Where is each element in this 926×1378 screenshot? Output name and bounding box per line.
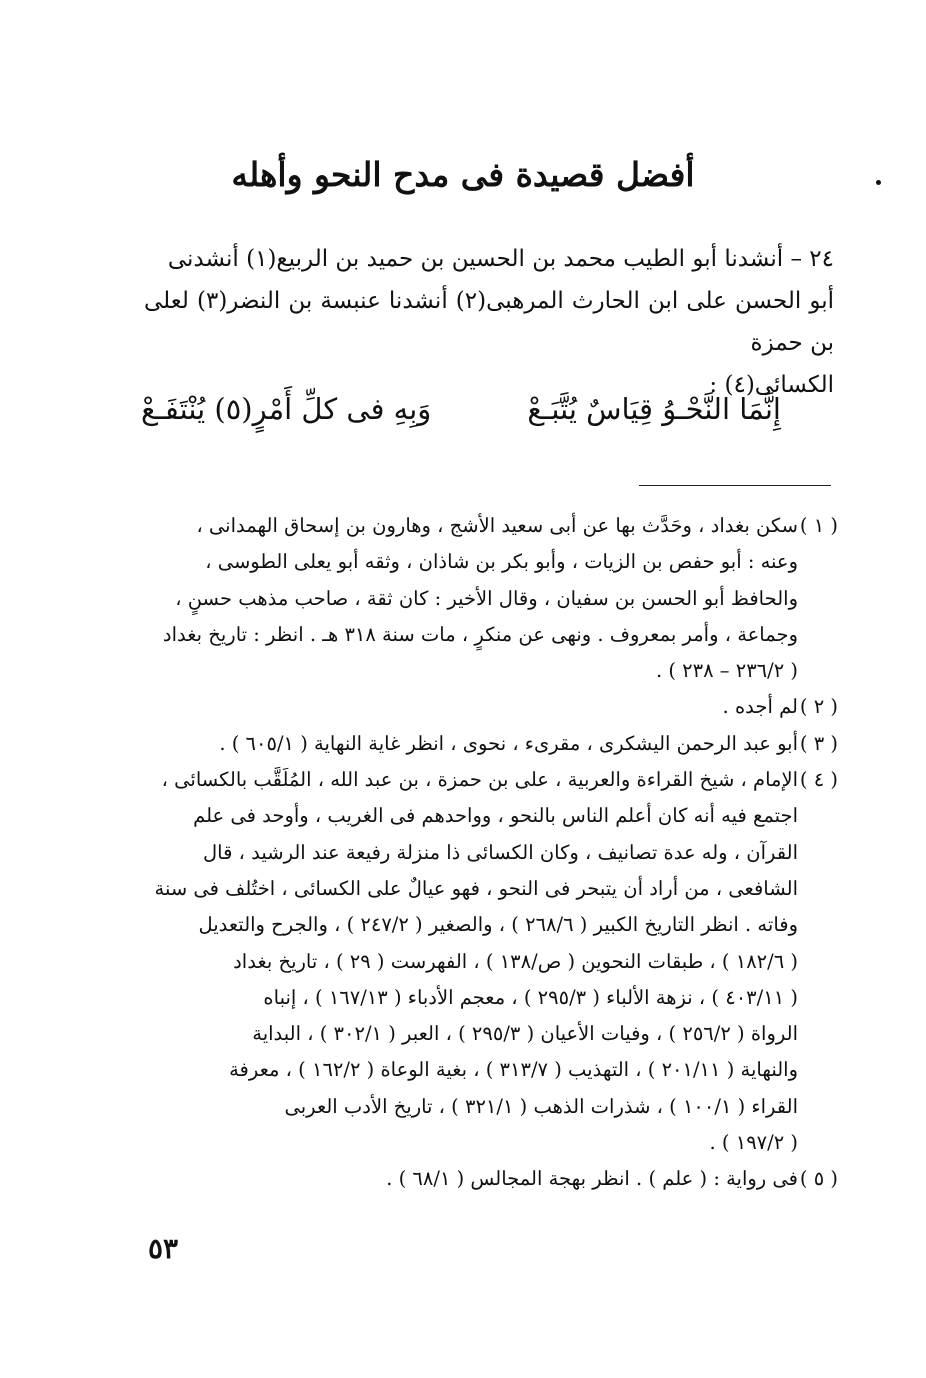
verse-second-hemistich: وَبِهِ فى كلِّ أَمْرٍ(٥) يُنْتَفَـعْ <box>141 392 432 426</box>
footnote-line: أبو عبد الرحمن اليشكرى ، مقرىء ، نحوى ، انظر غاية النهاية ( ٦٠٥/١ ) . <box>219 731 798 755</box>
footnote-line: القراء ( ١٠٠/١ ) ، شذرات الذهب ( ٣٢١/١ ) ، تاريخ الأدب العربى <box>284 1094 798 1118</box>
footnote-line: لم أجده . <box>722 695 798 719</box>
footnote-line: وفاته . انظر التاريخ الكبير ( ٢٦٨/٦ ) ، والصغير ( ٢٤٧/٢ ) ، والجرح والتعديل <box>198 913 798 937</box>
footnote-line: ( ١٨٢/٦ ) ، طبقات النحوين ( ص/١٣٨ ) ، الفهرست ( ٢٩ ) ، تاريخ بغداد <box>233 949 798 973</box>
poem-verse <box>141 392 781 426</box>
footnote-line: الرواة ( ٢٥٦/٢ ) ، وفيات الأعيان ( ٢٩٥/٣ ) ، العبر ( ٣٠٢/١ ) ، البداية <box>252 1022 798 1046</box>
footnote-mark: ( ١ ) <box>799 514 838 537</box>
verse-first-hemistich: إِنَّمَا النَّحْـوُ قِيَاسٌ يُتَّبَـعْ <box>527 392 781 426</box>
footnote-line: وجماعة ، وأمر بمعروف . ونهى عن منكرٍ ، مات سنة ٣١٨ هـ . انظر : تاريخ بغداد <box>162 622 798 646</box>
footnote-4 <box>138 762 838 1161</box>
footnote-mark: ( ٥ ) <box>799 1167 838 1191</box>
intro-line: ٢٤ – أنشدنا أبو الطيب محمد بن الحسين بن حميد بن الربيع(١) أنشدنى <box>167 246 834 272</box>
footnote-mark: ( ٢ ) <box>799 695 838 719</box>
footnote-5 <box>138 1161 838 1197</box>
footnote-line: وعنه : أبو حفص بن الزيات ، وأبو بكر بن شاذان ، وثقه أبو يعلى الطوسى ، <box>205 550 798 574</box>
footnote-line: ( ٤٠٣/١١ ) ، نزهة الألباء ( ٢٩٥/٣ ) ، معجم الأدباء ( ١٦٧/١٣ ) ، إنباه <box>263 985 798 1009</box>
footnote-2 <box>138 689 838 725</box>
footnote-line: الإمام ، شيخ القراءة والعربية ، على بن حمزة ، بن عبد الله ، المُلَقَّب بالكسائى ، <box>161 768 798 792</box>
intro-line: أبو الحسن على ابن الحارث المرهبى(٢) أنشدنا عنبسة بن النضر(٣) لعلى بن حمزة <box>144 288 834 356</box>
footnote-separator <box>639 485 831 486</box>
footnote-line: سكن بغداد ، وحَدَّث بها عن أبى سعيد الأشج ، وهارون بن إسحاق الهمدانى ، <box>196 514 798 537</box>
footnote-3 <box>138 726 838 762</box>
footnotes <box>138 508 838 1198</box>
footnote-line: ( ١٩٧/٢ ) . <box>709 1131 798 1155</box>
footnote-mark: ( ٣ ) <box>799 731 838 755</box>
footnote-line: اجتمع فيه أنه كان أعلم الناس بالنحو ، وواحدهم فى الغريب ، وأوحد فى علم <box>193 804 798 828</box>
footnote-1 <box>138 508 838 689</box>
footnote-line: والحافظ أبو الحسن بن سفيان ، وقال الأخير : كان ثقة ، صاحب مذهب حسنٍ ، <box>175 586 798 610</box>
footnote-line: فى رواية : ( علم ) . انظر بهجة المجالس ( ٦٨/١ ) . <box>386 1167 798 1191</box>
page-heading: أفضل قصيدة فى مدح النحو وأهله <box>231 155 695 194</box>
footnote-line: ( ٢٣٦/٢ – ٢٣٨ ) . <box>655 659 798 683</box>
intro-line: الكسائى(٤) : <box>709 372 834 398</box>
footnote-mark: ( ٤ ) <box>799 768 838 792</box>
footnote-line: القرآن ، وله عدة تصانيف ، وكان الكسائى ذا منزلة رفيعة عند الرشيد ، قال <box>203 840 798 864</box>
intro-paragraph <box>144 238 834 406</box>
footnote-line: الشافعى ، من أراد أن يتبحر فى النحو ، فهو عيالٌ على الكسائى ، اختُلف فى سنة <box>154 876 798 900</box>
page-number: ٥٣ <box>148 1232 179 1265</box>
footnote-line: والنهاية ( ٢٠١/١١ ) ، التهذيب ( ٣١٣/٧ ) ، بغية الوعاة ( ١٦٢/٢ ) ، معرفة <box>229 1058 798 1082</box>
